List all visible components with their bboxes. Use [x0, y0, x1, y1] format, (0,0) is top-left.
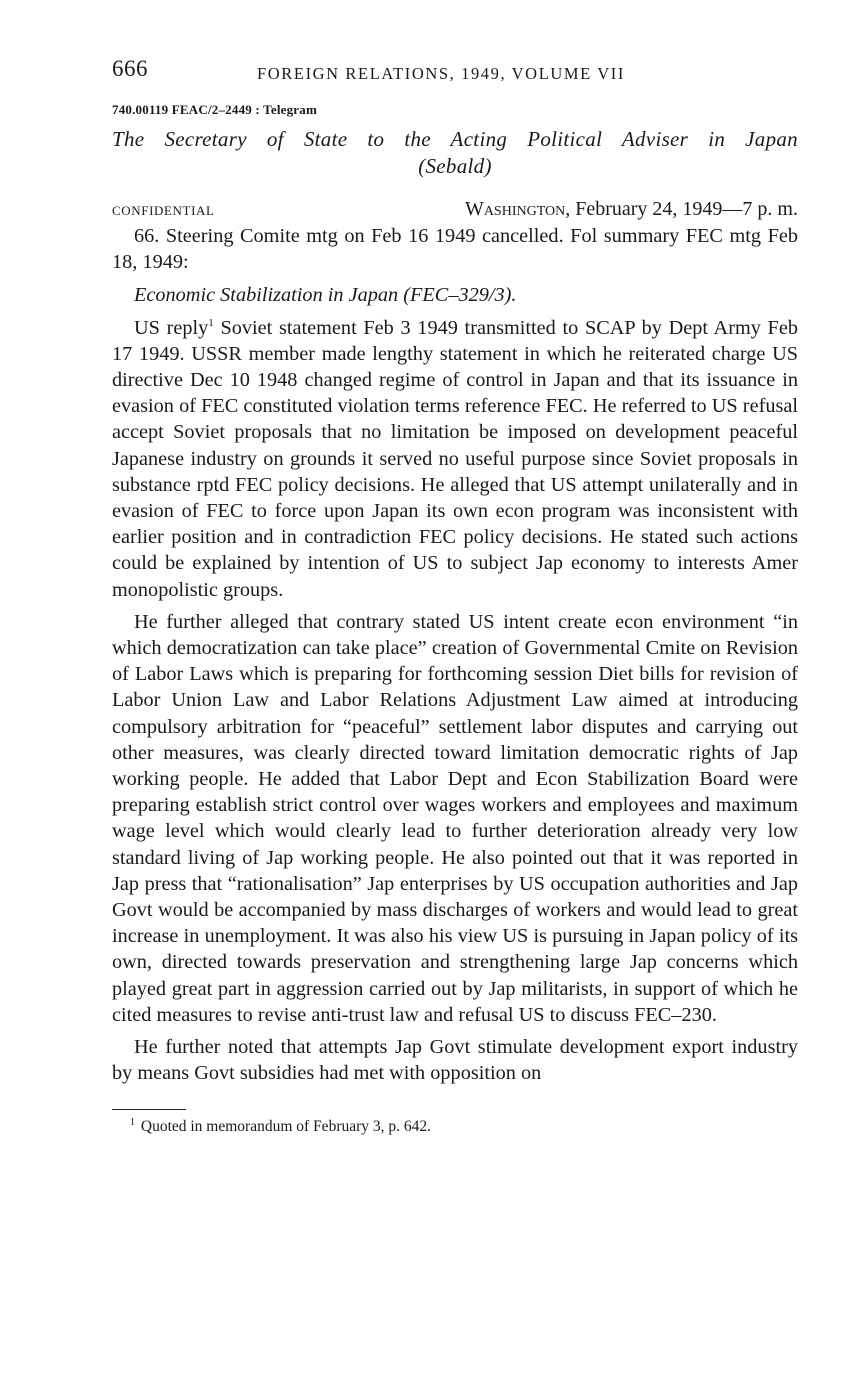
subject-line: Economic Stabilization in Japan (FEC–329/3). — [134, 284, 517, 307]
footnote-divider — [112, 1109, 186, 1110]
footnote — [112, 1118, 798, 1136]
para1-lead: US reply — [134, 316, 209, 339]
footnote-text: Quoted in memorandum of February 3, p. 642. — [140, 1117, 432, 1135]
document-heading — [112, 126, 798, 180]
heading-line-2: (Sebald) — [418, 154, 492, 178]
intro-paragraph: 66. Steering Comite mtg on Feb 16 1949 cancelled. Fol summary FEC mtg Feb 18, 1949: — [112, 225, 798, 274]
file-reference: 740.00119 FEAC/2–2449 : Telegram — [112, 102, 318, 117]
footnote-marker: 1 — [130, 1116, 135, 1128]
page-number: 666 — [112, 56, 148, 81]
paragraph-further-alleged: He further alleged that contrary stated US intent create econ environment “in which democratization can take place” creation of Governmental Cmite on Revision of Labor Laws which is preparing for forthcoming session Diet bills for revision of Labor Union Law and Labor Relations Adjustment Law aimed at introducing compulsory arbitration for “peaceful” settlement labor disputes and carrying out other measures, was clearly directed toward limitation democratic rights of Jap working people. He added that Labor Dept and Econ Stabilization Board were preparing establish strict control over wages workers and employees and maximum wage level which would clearly lead to further deterioration already very low standard living of Jap working people. He also pointed out that it was reported in Jap press that “rationalisation” Jap enterprises by US occupation authorities and Jap Govt would be accompanied by mass discharges of workers and would lead to great increase in unemployment. It was also his view US is pursuing in Japan policy of its own, directed towards preservation and strengthening large Jap concerns which played great part in aggression carried out by Jap militarists, in support of which he cited measures to revise anti-trust law and refusal US to discuss FEC–230. — [112, 610, 798, 1026]
telegram-date: February 24, 1949—7 p. m. — [570, 198, 798, 220]
telegram-body — [112, 223, 798, 1087]
running-title: FOREIGN RELATIONS, 1949, VOLUME VII — [257, 64, 625, 83]
place-name: Washington, — [464, 198, 571, 220]
paragraph-us-reply — [112, 315, 798, 603]
footnote-reference[interactable]: 1 — [208, 316, 214, 329]
para1-text: Soviet statement Feb 3 1949 transmitted to SCAP by Dept Army Feb 17 1949. USSR member made lengthy statement in which he reiterated charge US directive Dec 10 1948 changed regime of control in Japan and that its issuance in evasion of FEC constituted violation terms reference FEC. He referred to US refusal accept Soviet proposals that no limitation be imposed on development peaceful Japanese industry on grounds it served no useful purpose since Soviet proposals in substance rptd FEC policy decisions. He alleged that US attempt unilaterally and in evasion of FEC to force upon Japan its own econ program was inconsistent with earlier position and in contradiction FEC policy decisions. He stated such actions could be explained by intention of US to subject Jap economy to interests Amer monopolistic groups. — [112, 316, 798, 601]
heading-line-1: The Secretary of State to the Acting Political Adviser in Japan — [112, 127, 798, 151]
paragraph-further-noted: He further noted that attempts Jap Govt stimulate development export industry by means Govt subsidies had met with opposition on — [112, 1036, 798, 1085]
place-date — [465, 198, 798, 221]
running-head — [112, 52, 798, 88]
classification-label: CONFIDENTIAL — [112, 203, 215, 218]
dateline — [112, 198, 798, 221]
document-page — [112, 52, 798, 1136]
